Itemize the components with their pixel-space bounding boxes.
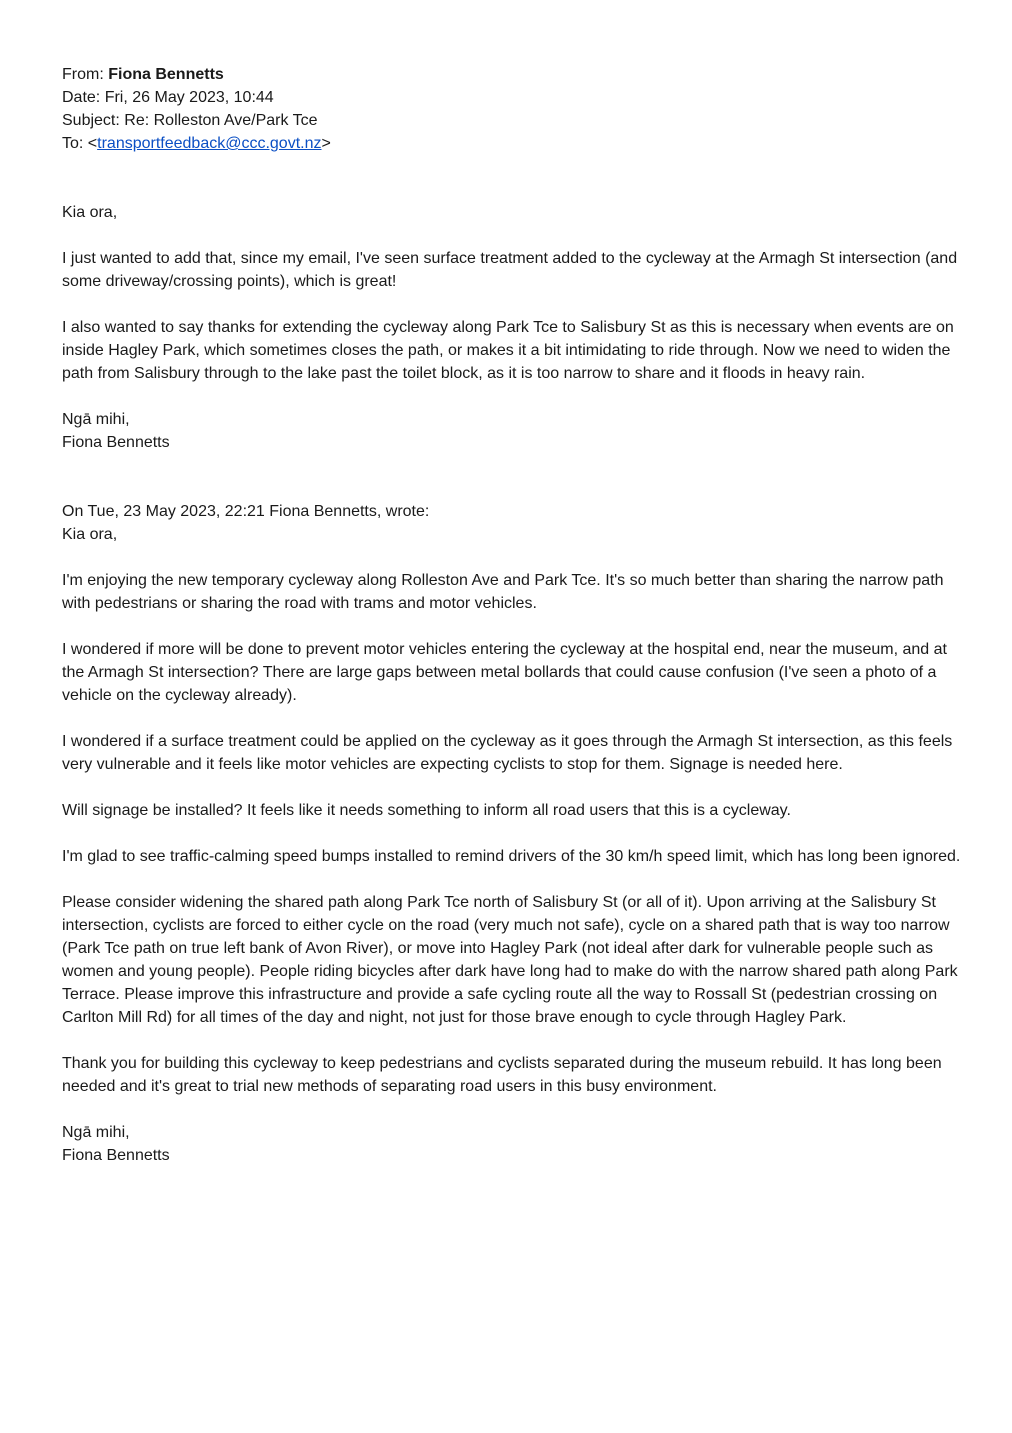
- date-label: Date:: [62, 89, 101, 106]
- to-email-link[interactable]: transportfeedback@ccc.govt.nz: [97, 135, 322, 152]
- reply-greeting: Kia ora,: [62, 204, 118, 221]
- original-signoff: Ngā mihi,: [62, 1124, 130, 1141]
- original-paragraph-2: I wondered if more will be done to prevent motor vehicles entering the cycleway at the hospital end, near the museum, and at the Armagh St intersection? There are large gaps between metal bollards that could cause confusion (I've seen a photo of a vehicle on the cycleway already).: [62, 641, 947, 704]
- subject-value: Re: Rolleston Ave/Park Tce: [124, 112, 318, 129]
- header-spacer: [62, 155, 962, 201]
- reply-message: [62, 201, 962, 454]
- reply-paragraph-2: I also wanted to say thanks for extending the cycleway along Park Tce to Salisbury St as this is necessary when events are on inside Hagley Park, which sometimes closes the path, or makes it a bit intimidating to ride through. Now we need to widen the path from Salisbury through to the lake past the toilet block, as it is too narrow to share and it floods in heavy rain.: [62, 319, 954, 382]
- date-line: [62, 86, 962, 109]
- original-greeting: Kia ora,: [62, 526, 118, 543]
- reply-signoff: Ngā mihi,: [62, 411, 130, 428]
- original-paragraph-4: Will signage be installed? It feels like it needs something to inform all road users that this is a cycleway.: [62, 802, 791, 819]
- reply-paragraph-1: I just wanted to add that, since my email, I've seen surface treatment added to the cycleway at the Armagh St intersection (and some driveway/crossing points), which is great!: [62, 250, 958, 290]
- original-message: [62, 500, 962, 1167]
- original-signature: Fiona Bennetts: [62, 1147, 170, 1164]
- from-line: [62, 63, 962, 86]
- from-name: Fiona Bennetts: [108, 66, 224, 83]
- original-paragraph-6: Please consider widening the shared path along Park Tce north of Salisbury St (or all of it). Upon arriving at the Salisbury St intersection, cyclists are forced to either cycle on the road (very much not safe), cycle on a shared path that is way too narrow (Park Tce path on true left bank of Avon River), or move into Hagley Park (not ideal after dark for vulnerable people such as women and young people). People riding bicycles after dark have long had to make do with the narrow shared path along Park Terrace. Please improve this infrastructure and provide a safe cycling route all the way to Rossall St (pedestrian crossing on Carlton Mill Rd) for all times of the day and night, not just for those brave enough to cycle through Hagley Park.: [62, 894, 958, 1026]
- original-paragraph-1: I'm enjoying the new temporary cycleway along Rolleston Ave and Park Tce. It's so much better than sharing the narrow path with pedestrians or sharing the road with trams and motor vehicles.: [62, 572, 944, 612]
- from-label: From:: [62, 66, 104, 83]
- to-open-bracket: <: [87, 135, 98, 152]
- date-value: Fri, 26 May 2023, 10:44: [104, 89, 274, 106]
- original-attribution: On Tue, 23 May 2023, 22:21 Fiona Bennetts, wrote:: [62, 503, 430, 520]
- reply-signature: Fiona Bennetts: [62, 434, 170, 451]
- to-line: [62, 132, 962, 155]
- original-paragraph-5: I'm glad to see traffic-calming speed bumps installed to remind drivers of the 30 km/h speed limit, which has long been ignored.: [62, 848, 961, 865]
- email-document: [62, 63, 962, 1167]
- to-close-bracket: >: [321, 135, 331, 152]
- to-label: To:: [62, 135, 84, 152]
- original-paragraph-3: I wondered if a surface treatment could be applied on the cycleway as it goes through the Armagh St intersection, as this feels very vulnerable and it feels like motor vehicles are expecting cyclists to stop for them. Signage is needed here.: [62, 733, 953, 773]
- subject-line: [62, 109, 962, 132]
- reply-spacer: [62, 454, 962, 500]
- subject-label: Subject:: [62, 112, 120, 129]
- original-paragraph-7: Thank you for building this cycleway to keep pedestrians and cyclists separated during the museum rebuild. It has long been needed and it's great to trial new methods of separating road users in this busy environment.: [62, 1055, 942, 1095]
- email-header: [62, 63, 962, 155]
